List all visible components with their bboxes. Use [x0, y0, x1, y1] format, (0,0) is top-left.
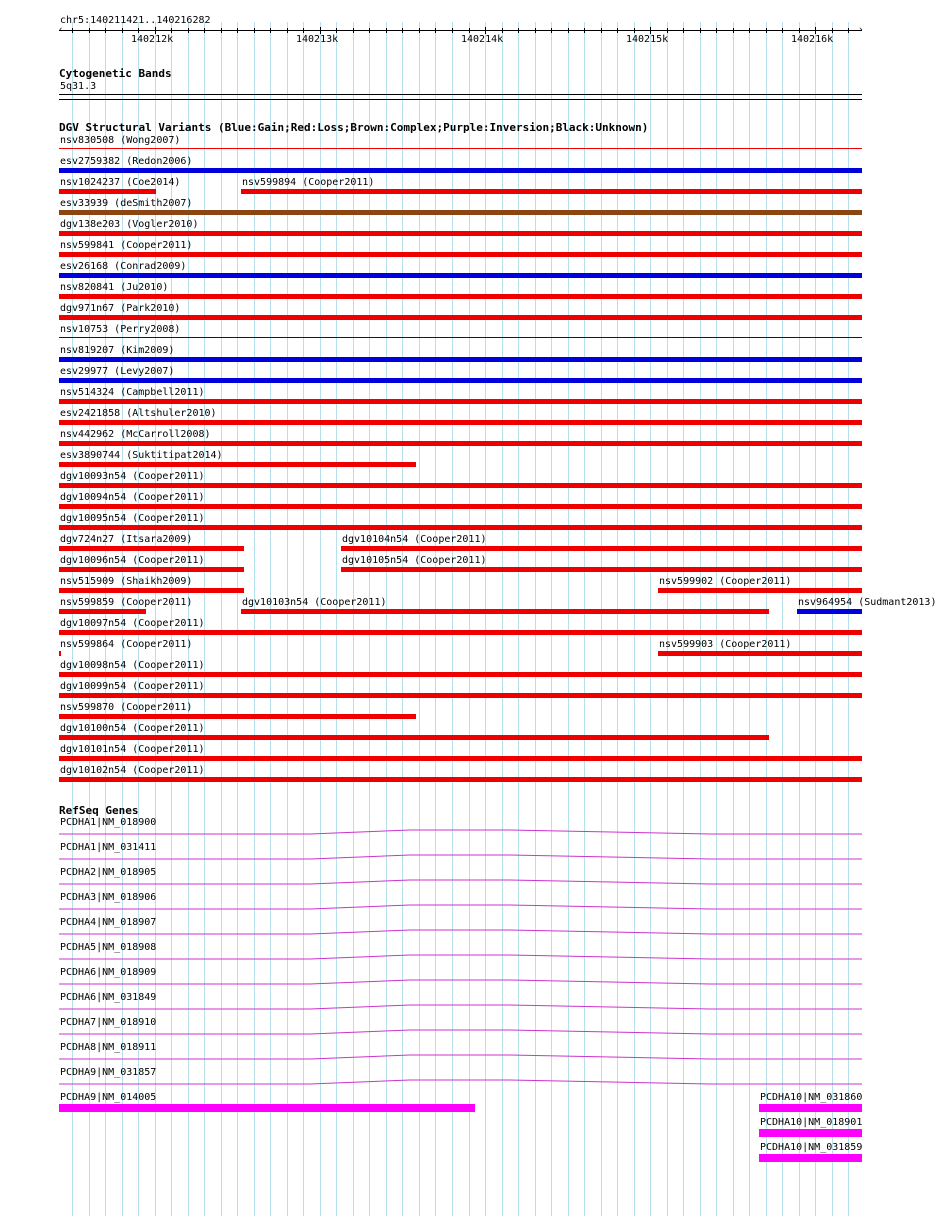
variant-label[interactable]: dgv10103n54 (Cooper2011): [242, 597, 387, 608]
variant-label[interactable]: dgv10100n54 (Cooper2011): [60, 723, 205, 734]
gene-label[interactable]: PCDHA3|NM_018906: [60, 892, 157, 903]
ruler-minor-tick: [815, 27, 816, 34]
variant-label[interactable]: esv2759382 (Redon2006): [60, 156, 193, 167]
variant-bar[interactable]: [341, 567, 862, 572]
variant-bar[interactable]: [59, 399, 862, 404]
gene-label[interactable]: PCDHA10|NM_018901: [760, 1117, 863, 1128]
variant-label[interactable]: nsv820841 (Ju2010): [60, 282, 169, 293]
variant-label[interactable]: dgv10101n54 (Cooper2011): [60, 744, 205, 755]
variant-label[interactable]: nsv1024237 (Coe2014): [60, 177, 181, 188]
variant-label[interactable]: nsv599903 (Cooper2011): [659, 639, 792, 650]
ruler-minor-tick: [617, 28, 618, 33]
ruler-minor-tick: [270, 28, 271, 33]
ruler-minor-tick: [650, 27, 651, 34]
variant-label[interactable]: nsv599859 (Cooper2011): [60, 597, 193, 608]
variant-bar[interactable]: [59, 337, 862, 338]
variant-label[interactable]: nsv599870 (Cooper2011): [60, 702, 193, 713]
variant-bar[interactable]: [59, 315, 862, 320]
variant-label[interactable]: esv2421858 (Altshuler2010): [60, 408, 217, 419]
variant-bar[interactable]: [59, 630, 862, 635]
variant-bar[interactable]: [59, 462, 416, 467]
ruler-minor-tick: [601, 28, 602, 33]
gene-intron-line: [59, 955, 862, 959]
variant-label[interactable]: esv29977 (Levy2007): [60, 366, 175, 377]
ruler-tick-label: 140214k: [461, 34, 504, 45]
ruler-minor-tick: [320, 27, 321, 34]
gene-intron-line: [59, 980, 862, 984]
variant-bar[interactable]: [241, 609, 769, 614]
ruler-minor-tick: [155, 27, 156, 34]
variant-bar[interactable]: [59, 672, 862, 677]
variant-label[interactable]: nsv442962 (McCarroll2008): [60, 429, 211, 440]
gene-intron-line: [59, 1005, 862, 1009]
ruler-minor-tick: [204, 28, 205, 33]
ruler-minor-tick: [683, 28, 684, 33]
variant-label[interactable]: nsv514324 (Campbell2011): [60, 387, 205, 398]
gene-label[interactable]: PCDHA8|NM_018911: [60, 1042, 157, 1053]
variant-label[interactable]: dgv971n67 (Park2010): [60, 303, 181, 314]
ruler-minor-tick: [188, 28, 189, 33]
ruler-minor-tick: [221, 28, 222, 33]
gene-exon-bar[interactable]: [759, 1154, 862, 1162]
gene-exon-bar[interactable]: [759, 1104, 862, 1112]
variant-bar[interactable]: [59, 609, 146, 614]
variant-label[interactable]: dgv10093n54 (Cooper2011): [60, 471, 205, 482]
refseq-track-title[interactable]: RefSeq Genes: [59, 804, 139, 817]
ruler-minor-tick: [336, 28, 337, 33]
ruler-minor-tick: [716, 28, 717, 33]
variant-label[interactable]: dgv10097n54 (Cooper2011): [60, 618, 205, 629]
gene-intron-line: [59, 880, 862, 884]
gene-exon-bar[interactable]: [59, 1104, 475, 1112]
ruler-minor-tick: [502, 28, 503, 33]
variant-bar[interactable]: [59, 210, 862, 215]
ruler-minor-tick: [700, 28, 701, 33]
variant-label[interactable]: esv3890744 (Suktitipat2014): [60, 450, 223, 461]
gene-intron-line: [59, 830, 862, 834]
variant-label[interactable]: dgv10104n54 (Cooper2011): [342, 534, 487, 545]
gene-intron-line: [59, 905, 862, 909]
variant-bar[interactable]: [59, 525, 862, 530]
variant-label[interactable]: dgv724n27 (Itsara2009): [60, 534, 193, 545]
ruler-tick-label: 140212k: [131, 34, 174, 45]
variant-bar[interactable]: [59, 148, 862, 149]
variant-bar[interactable]: [59, 588, 244, 593]
variant-label[interactable]: dgv10105n54 (Cooper2011): [342, 555, 487, 566]
variant-bar[interactable]: [658, 588, 862, 593]
variant-label[interactable]: nsv599864 (Cooper2011): [60, 639, 193, 650]
gene-intron-line: [59, 1055, 862, 1059]
variant-bar[interactable]: [241, 189, 862, 194]
variant-label[interactable]: nsv599902 (Cooper2011): [659, 576, 792, 587]
ruler-minor-tick: [171, 28, 172, 33]
ruler-minor-tick: [386, 28, 387, 33]
ruler-minor-tick: [287, 28, 288, 33]
ruler-minor-tick: [782, 28, 783, 33]
ruler-minor-tick: [848, 28, 849, 33]
dgv-track-title[interactable]: DGV Structural Variants (Blue:Gain;Red:Loss;Brown:Complex;Purple:Inversion;Black:Unknown): [59, 121, 649, 134]
ruler-minor-tick: [435, 28, 436, 33]
variant-label[interactable]: nsv599894 (Cooper2011): [242, 177, 375, 188]
gene-label[interactable]: PCDHA1|NM_018900: [60, 817, 157, 828]
ruler-minor-tick: [105, 28, 106, 33]
variant-label[interactable]: nsv515909 (Shaikh2009): [60, 576, 193, 587]
ruler-minor-tick: [89, 28, 90, 33]
variant-label[interactable]: dgv10099n54 (Cooper2011): [60, 681, 205, 692]
variant-label[interactable]: dgv138e203 (Vogler2010): [60, 219, 199, 230]
gene-label[interactable]: PCDHA1|NM_031411: [60, 842, 157, 853]
ruler-minor-tick: [138, 28, 139, 33]
ruler-minor-tick: [518, 28, 519, 33]
variant-bar[interactable]: [658, 651, 862, 656]
variant-label[interactable]: dgv10098n54 (Cooper2011): [60, 660, 205, 671]
gene-intron-line: [59, 855, 862, 859]
ruler-minor-tick: [419, 28, 420, 33]
cyto-band-label: 5q31.3: [60, 81, 97, 92]
ruler-minor-tick: [353, 28, 354, 33]
ruler-tick-label: 140215k: [626, 34, 669, 45]
ruler-minor-tick: [535, 28, 536, 33]
variant-bar[interactable]: [59, 735, 769, 740]
ruler-right-arrow-icon: ›: [858, 25, 864, 35]
gene-label[interactable]: PCDHA6|NM_018909: [60, 967, 157, 978]
ruler-minor-tick: [551, 28, 552, 33]
ruler-minor-tick: [733, 28, 734, 33]
variant-label[interactable]: nsv964954 (Sudmant2013): [798, 597, 936, 608]
ruler-minor-tick: [369, 28, 370, 33]
gene-label[interactable]: PCDHA6|NM_031849: [60, 992, 157, 1003]
ruler-minor-tick: [469, 28, 470, 33]
variant-label[interactable]: nsv10753 (Perry2008): [60, 324, 181, 335]
variant-label[interactable]: dgv10096n54 (Cooper2011): [60, 555, 205, 566]
variant-label[interactable]: esv33939 (deSmith2007): [60, 198, 193, 209]
variant-bar[interactable]: [59, 756, 862, 761]
ruler-minor-tick: [634, 28, 635, 33]
cyto-band-bottom-line: [59, 99, 862, 100]
ruler-axis: [59, 30, 862, 31]
variant-bar[interactable]: [59, 231, 862, 236]
ruler-minor-tick: [799, 28, 800, 33]
variant-bar[interactable]: [59, 441, 862, 446]
variant-bar[interactable]: [59, 546, 244, 551]
variant-bar[interactable]: [59, 357, 862, 362]
ruler-minor-tick: [832, 28, 833, 33]
variant-bar[interactable]: [59, 504, 862, 509]
variant-label[interactable]: nsv819207 (Kim2009): [60, 345, 175, 356]
variant-bar[interactable]: [59, 273, 862, 278]
variant-bar[interactable]: [59, 651, 61, 656]
variant-label[interactable]: dgv10094n54 (Cooper2011): [60, 492, 205, 503]
variant-bar[interactable]: [59, 420, 862, 425]
ruler-minor-tick: [303, 28, 304, 33]
variant-bar[interactable]: [59, 252, 862, 257]
variant-bar[interactable]: [59, 567, 244, 572]
cyto-band-top-line: [59, 94, 862, 95]
gene-exon-bar[interactable]: [759, 1129, 862, 1137]
gene-label[interactable]: PCDHA4|NM_018907: [60, 917, 157, 928]
gene-label[interactable]: PCDHA5|NM_018908: [60, 942, 157, 953]
variant-label[interactable]: dgv10102n54 (Cooper2011): [60, 765, 205, 776]
ruler-minor-tick: [584, 28, 585, 33]
ruler-minor-tick: [452, 28, 453, 33]
ruler-minor-tick: [568, 28, 569, 33]
gene-label[interactable]: PCDHA9|NM_031857: [60, 1067, 157, 1078]
ruler-tick-label: 140216k: [791, 34, 834, 45]
gene-label[interactable]: PCDHA10|NM_031860: [760, 1092, 863, 1103]
ruler-minor-tick: [402, 28, 403, 33]
ruler-minor-tick: [667, 28, 668, 33]
ruler-minor-tick: [254, 28, 255, 33]
variant-label[interactable]: dgv10095n54 (Cooper2011): [60, 513, 205, 524]
ruler-minor-tick: [237, 28, 238, 33]
ruler-minor-tick: [485, 27, 486, 34]
ruler-minor-tick: [766, 28, 767, 33]
variant-label[interactable]: nsv830508 (Wong2007): [60, 135, 181, 146]
variant-bar[interactable]: [341, 546, 862, 551]
ruler-minor-tick: [749, 28, 750, 33]
gene-label[interactable]: PCDHA2|NM_018905: [60, 867, 157, 878]
variant-bar[interactable]: [59, 777, 862, 782]
variant-bar[interactable]: [59, 189, 156, 194]
variant-label[interactable]: esv26168 (Conrad2009): [60, 261, 187, 272]
ruler-left-arrow-icon: ‹: [58, 25, 64, 35]
ruler-tick-label: 140213k: [296, 34, 339, 45]
locus-label: chr5:140211421..140216282: [60, 15, 211, 26]
ruler-minor-tick: [72, 28, 73, 33]
variant-bar[interactable]: [59, 378, 862, 383]
gene-label[interactable]: PCDHA7|NM_018910: [60, 1017, 157, 1028]
variant-bar[interactable]: [59, 693, 862, 698]
gene-intron-line: [59, 930, 862, 934]
variant-bar[interactable]: [59, 714, 416, 719]
gene-label[interactable]: PCDHA9|NM_014005: [60, 1092, 157, 1103]
ruler-minor-tick: [122, 28, 123, 33]
variant-label[interactable]: nsv599841 (Cooper2011): [60, 240, 193, 251]
gene-intron-line: [59, 1030, 862, 1034]
variant-bar[interactable]: [59, 294, 862, 299]
gene-intron-line: [59, 1080, 862, 1084]
variant-bar[interactable]: [59, 168, 862, 173]
gene-label[interactable]: PCDHA10|NM_031859: [760, 1142, 863, 1153]
variant-bar[interactable]: [59, 483, 862, 488]
cyto-track-title[interactable]: Cytogenetic Bands: [59, 67, 172, 80]
variant-bar[interactable]: [797, 609, 862, 614]
